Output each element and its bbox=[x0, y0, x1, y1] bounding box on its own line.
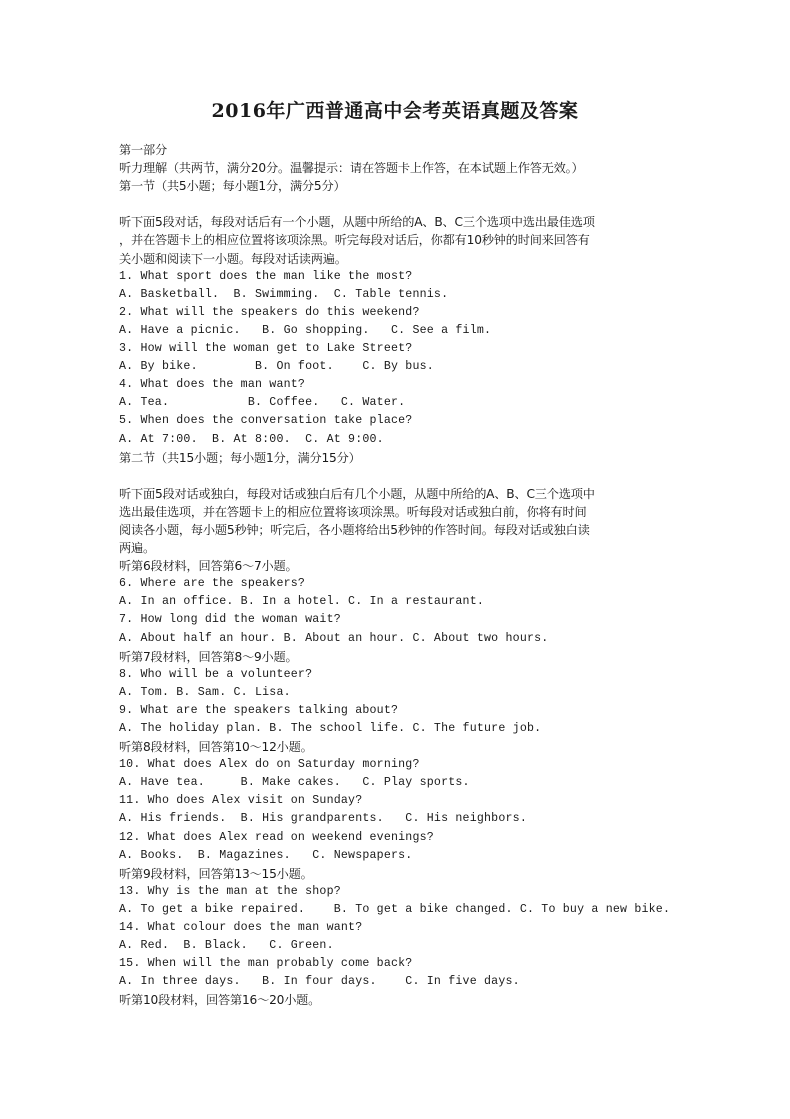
section1-instruction-line: 关小题和阅读下一小题。每段对话读两遍。 bbox=[119, 251, 347, 266]
part-intro: 听力理解（共两节，满分20分。温馨提示：请在答题卡上作答，在本试题上作答无效。） bbox=[119, 161, 584, 176]
question-11: 11. Who does Alex visit on Sunday? bbox=[119, 794, 363, 808]
question-4: 4. What does the man want? bbox=[119, 378, 306, 392]
question-1: 1. What sport does the man like the most? bbox=[119, 269, 413, 283]
options-9: A. The holiday plan. B. The school life. C. The future job. bbox=[119, 722, 542, 735]
question-2: 2. What will the speakers do this weekend? bbox=[119, 305, 420, 319]
options-12: A. Books. B. Magazines. C. Newspapers. bbox=[119, 848, 413, 862]
options-2: A. Have a picnic. B. Go shopping. C. See a film. bbox=[119, 323, 492, 337]
options-4: A. Tea. B. Coffee. C. Water. bbox=[119, 396, 406, 410]
question-13: 13. Why is the man at the shop? bbox=[119, 884, 341, 898]
section2-instruction-line: 两遍。 bbox=[119, 541, 155, 556]
options-8: A. Tom. B. Sam. C. Lisa. bbox=[119, 685, 291, 699]
question-12: 12. What does Alex read on weekend evenings? bbox=[119, 830, 434, 844]
section2-instruction-line: 选出最佳选项，并在答题卡上的相应位置将该项涂黑。听每段对话或独白前，你将有时间 bbox=[119, 504, 587, 519]
material-label: 听第8段材料，回答第10～12小题。 bbox=[119, 740, 313, 755]
material-label: 听第10段材料，回答第16～20小题。 bbox=[119, 993, 321, 1008]
options-7: A. About half an hour. B. About an hour. C. About two hours. bbox=[119, 631, 549, 645]
options-14: A. Red. B. Black. C. Green. bbox=[119, 939, 334, 953]
options-13: A. To get a bike repaired. B. To get a bike changed. C. To buy a new bike. bbox=[119, 902, 671, 916]
section1-instruction-line: 听下面5段对话，每段对话后有一个小题，从题中所给的A、B、C三个选项中选出最佳选项 bbox=[119, 215, 595, 230]
options-6: A. In an office. B. In a hotel. C. In a restaurant. bbox=[119, 595, 485, 609]
options-5: A. At 7:00. B. At 8:00. C. At 9:00. bbox=[119, 432, 384, 446]
material-label: 听第7段材料，回答第8～9小题。 bbox=[119, 649, 298, 664]
options-3: A. By bike. B. On foot. C. By bus. bbox=[119, 360, 434, 374]
question-3: 3. How will the woman get to Lake Street? bbox=[119, 342, 413, 356]
section1-instruction-line: ，并在答题卡上的相应位置将该项涂黑。听完每段对话后，你都有10秒钟的时间来回答有 bbox=[119, 233, 590, 248]
material-label: 听第9段材料，回答第13～15小题。 bbox=[119, 866, 313, 881]
material-label: 听第6段材料，回答第6～7小题。 bbox=[119, 559, 298, 574]
part-heading: 第一部分 bbox=[119, 143, 167, 157]
options-1: A. Basketball. B. Swimming. C. Table tennis. bbox=[119, 287, 449, 301]
spacer bbox=[119, 195, 679, 213]
document-body bbox=[119, 141, 679, 1010]
options-11: A. His friends. B. His grandparents. C. His neighbors. bbox=[119, 812, 527, 826]
question-15: 15. When will the man probably come back? bbox=[119, 957, 413, 971]
section2-instruction-line: 听下面5段对话或独白，每段对话或独白后有几个小题，从题中所给的A、B、C三个选项中 bbox=[119, 486, 595, 501]
options-10: A. Have tea. B. Make cakes. C. Play sports. bbox=[119, 776, 470, 790]
spacer bbox=[119, 467, 679, 485]
question-9: 9. What are the speakers talking about? bbox=[119, 703, 399, 717]
options-15: A. In three days. B. In four days. C. In five days. bbox=[119, 975, 520, 989]
section2-heading: 第二节（共15小题；每小题1分，满分15分） bbox=[119, 450, 361, 465]
question-6: 6. Where are the speakers? bbox=[119, 577, 306, 591]
question-10: 10. What does Alex do on Saturday morning? bbox=[119, 758, 420, 772]
section2-instruction-line: 阅读各小题，每小题5秒钟；听完后，各小题将给出5秒钟的作答时间。每段对话或独白读 bbox=[119, 522, 590, 537]
question-8: 8. Who will be a volunteer? bbox=[119, 667, 313, 681]
question-14: 14. What colour does the man want? bbox=[119, 921, 363, 935]
document-title: 2016年广西普通高中会考英语真题及答案 bbox=[211, 100, 579, 122]
question-5: 5. When does the conversation take place? bbox=[119, 414, 413, 428]
question-7: 7. How long did the woman wait? bbox=[119, 613, 341, 627]
section1-heading: 第一节（共5小题；每小题1分，满分5分） bbox=[119, 179, 346, 194]
